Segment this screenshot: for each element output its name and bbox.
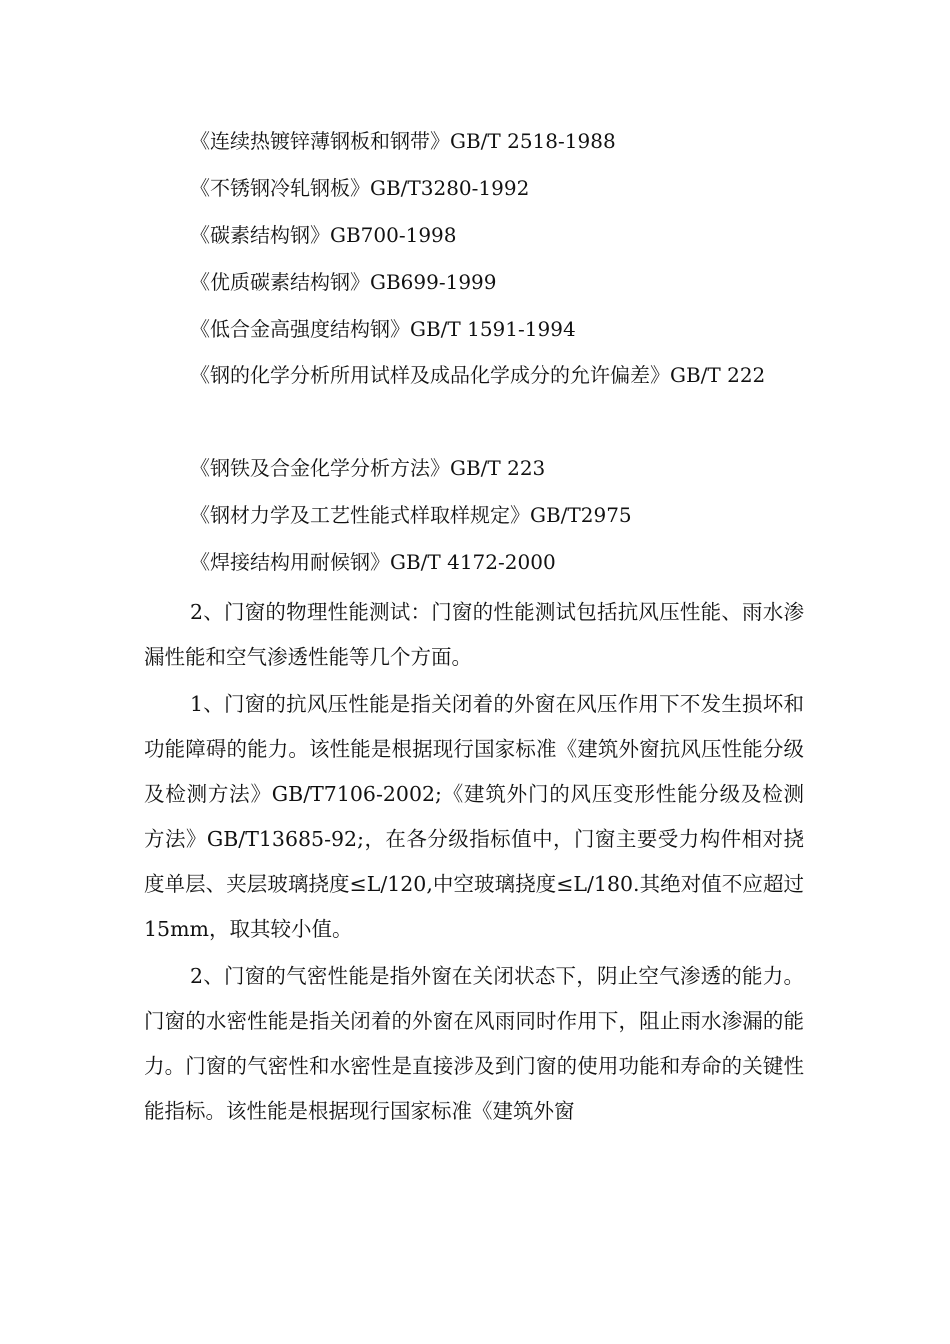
paragraph-wind-pressure: 1、门窗的抗风压性能是指关闭着的外窗在风压作用下不发生损坏和功能障碍的能力。该性能是根据现行国家标准《建筑外窗抗风压性能分级及检测方法》GB/T7106-2002;《建筑外门的风压变形性能分级及检测方法》GB/T13685-92;，在各分级指标值中，门窗主要受力构件相对挠度单层、夹层玻璃挠度≤L/120,中空玻璃挠度≤L/180.其绝对值不应超过15mm，取其较小值。 [144,692,804,941]
standard-item: 《低合金高强度结构钢》GB/T 1591-1994 [190,317,576,341]
standard-item: 《连续热镀锌薄钢板和钢带》GB/T 2518-1988 [190,129,616,153]
standard-item: 《焊接结构用耐候钢》GB/T 4172-2000 [190,550,556,574]
paragraph-physical-testing: 2、门窗的物理性能测试：门窗的性能测试包括抗风压性能、雨水渗漏性能和空气渗透性能等几个方面。 [144,600,804,669]
standard-item: 《不锈钢冷轧钢板》GB/T3280-1992 [190,176,530,200]
paragraph-air-water-tightness: 2、门窗的气密性能是指外窗在关闭状态下，阴止空气渗透的能力。门窗的水密性能是指关闭着的外窗在风雨同时作用下，阻止雨水渗漏的能力。门窗的气密性和水密性是直接涉及到门窗的使用功能和寿命的关键性能指标。该性能是根据现行国家标准《建筑外窗 [144,964,804,1123]
standard-item: 《钢铁及合金化学分析方法》GB/T 223 [190,456,546,480]
standard-item: 《钢材力学及工艺性能式样取样规定》GB/T2975 [190,503,632,527]
page-content [144,118,804,1134]
standard-item: 《钢的化学分析所用试样及成品化学成分的允许偏差》GB/T 222 [190,363,766,387]
standard-item: 《碳素结构钢》GB700-1998 [190,223,457,247]
standard-item: 《优质碳素结构钢》GB699-1999 [190,270,497,294]
